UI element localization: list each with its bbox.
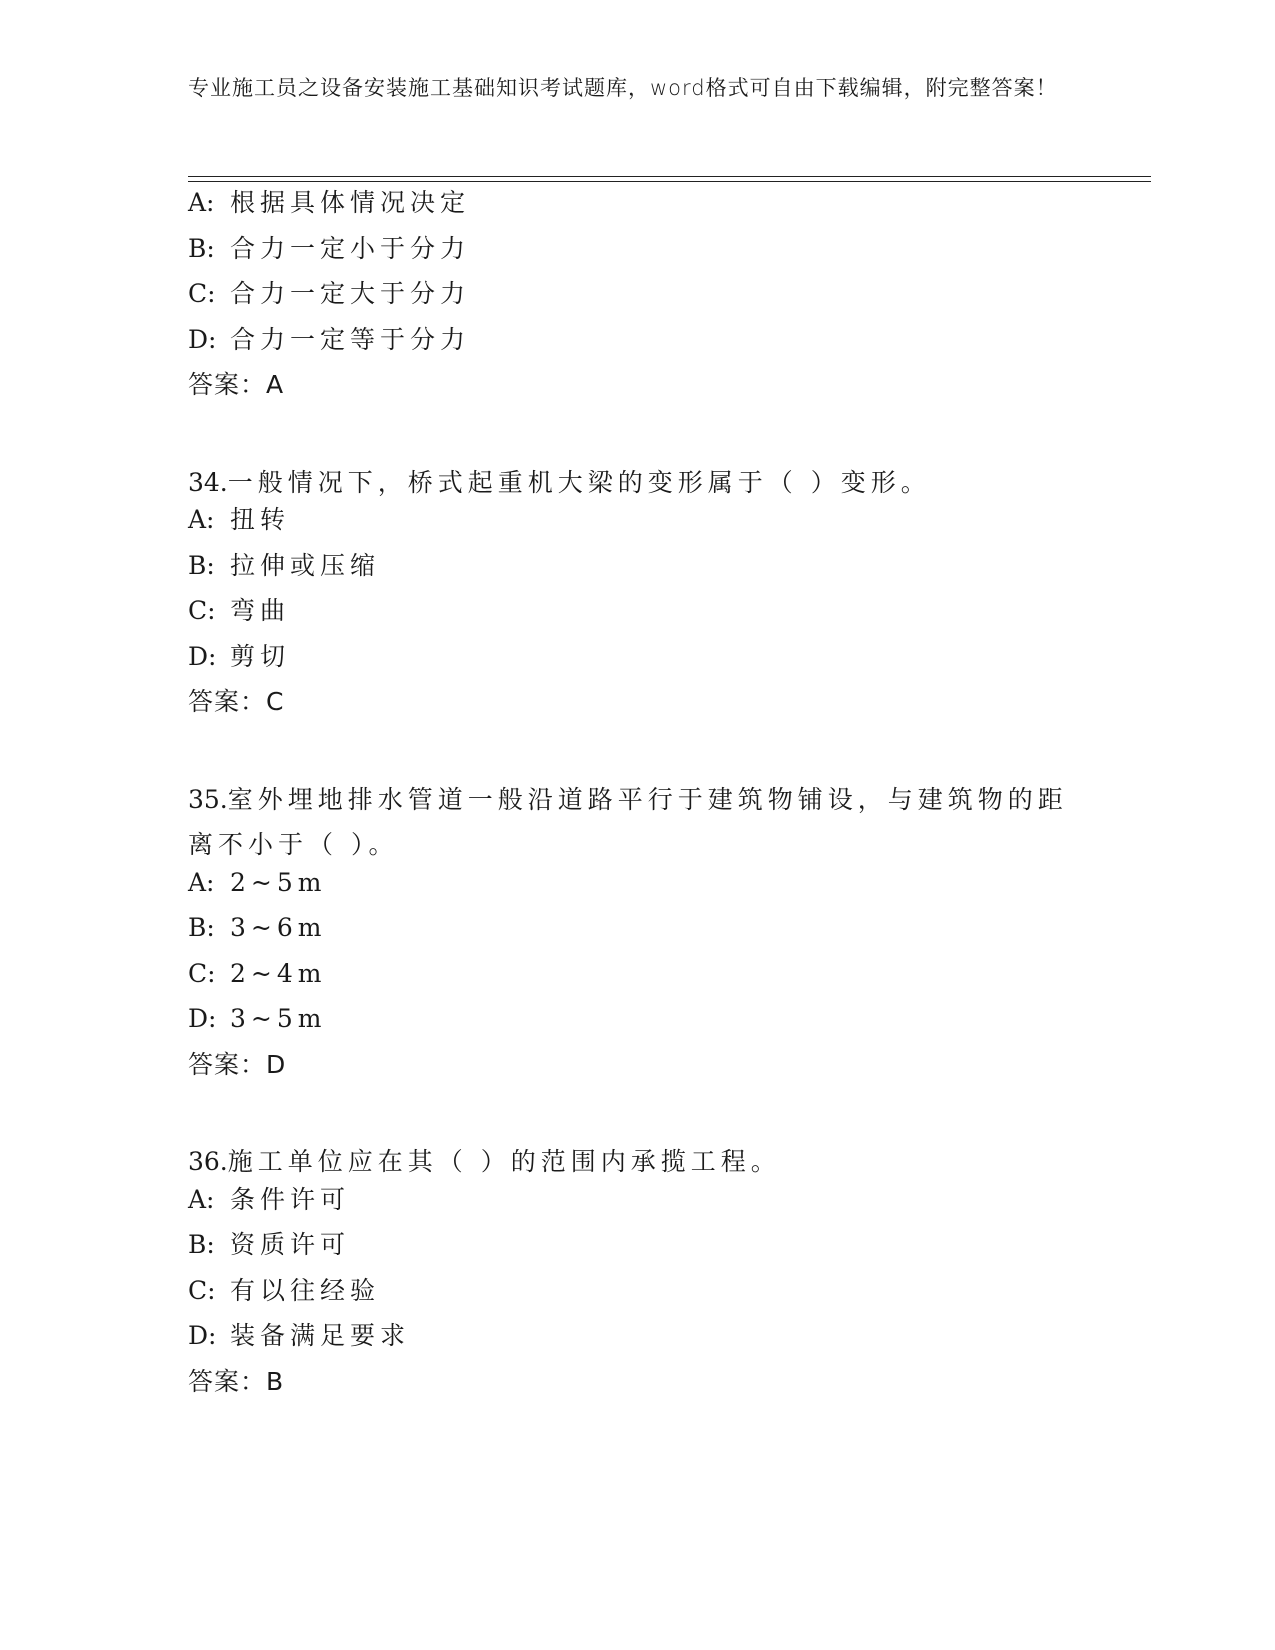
answer-line (188, 1050, 1148, 1096)
question-block-35 (188, 777, 1148, 1096)
option-a (188, 188, 1148, 234)
answer-label: 答案： (188, 1366, 267, 1396)
spacer (188, 416, 1148, 460)
option-letter: C: (188, 1275, 216, 1305)
option-letter: D: (188, 1321, 217, 1350)
answer-label: 答案： (188, 687, 267, 716)
question-stem (188, 1139, 1088, 1185)
option-text: 2~5m (230, 867, 327, 897)
option-text: 3~5m (230, 1004, 327, 1033)
option-letter: A: (188, 1184, 215, 1214)
option-c (188, 596, 1148, 642)
header-rule-bottom (188, 181, 1151, 182)
option-letter: B: (188, 1230, 215, 1259)
question-stem (188, 777, 1088, 868)
spacer (188, 733, 1148, 777)
option-text: 扭转 (230, 505, 291, 534)
option-letter: C: (188, 279, 216, 308)
option-text: 资质许可 (230, 1230, 351, 1259)
page-header: 专业施工员之设备安装施工基础知识考试题库，word格式可自由下载编辑，附完整答案！ (188, 76, 1058, 100)
option-text: 合力一定小于分力 (230, 233, 471, 263)
option-b (188, 234, 1148, 280)
header-rule-top (188, 176, 1151, 177)
option-text: 根据具体情况决定 (230, 188, 471, 217)
option-letter: A: (188, 188, 215, 217)
question-number: 35. (188, 784, 228, 814)
question-block-36 (188, 1139, 1148, 1412)
option-b (188, 551, 1148, 597)
option-text: 2~4m (230, 958, 327, 988)
option-a (188, 505, 1148, 551)
option-letter: D: (188, 324, 217, 354)
answer-value: C (266, 687, 284, 716)
option-text: 剪切 (230, 641, 291, 671)
option-letter: C: (188, 596, 216, 625)
answer-line (188, 687, 1148, 733)
option-letter: D: (188, 1004, 217, 1033)
option-letter: B: (188, 233, 215, 263)
question-stem (188, 460, 1088, 506)
option-text: 拉伸或压缩 (230, 550, 381, 580)
option-letter: A: (188, 867, 215, 897)
answer-label: 答案： (188, 1049, 267, 1079)
option-text: 合力一定大于分力 (230, 279, 471, 308)
option-text: 弯曲 (230, 596, 291, 625)
option-d (188, 1321, 1148, 1367)
question-number: 34. (188, 467, 228, 497)
answer-value: D (266, 1049, 286, 1079)
option-d (188, 325, 1148, 371)
question-block-34 (188, 460, 1148, 733)
answer-value: B (266, 1366, 284, 1396)
question-number: 36. (188, 1147, 228, 1176)
answer-line (188, 370, 1148, 416)
option-c (188, 1276, 1148, 1322)
option-text: 合力一定等于分力 (230, 324, 471, 354)
option-text: 有以往经验 (230, 1275, 381, 1305)
option-c (188, 279, 1148, 325)
spacer (188, 1095, 1148, 1139)
option-d (188, 642, 1148, 688)
option-letter: D: (188, 641, 217, 671)
question-block-continued (188, 188, 1148, 416)
option-a (188, 868, 1148, 914)
option-text: 装备满足要求 (230, 1321, 411, 1350)
option-b (188, 1230, 1148, 1276)
answer-label: 答案： (188, 370, 267, 399)
option-letter: C: (188, 958, 216, 988)
option-a (188, 1185, 1148, 1231)
option-letter: A: (188, 505, 215, 534)
question-text: 一般情况下，桥式起重机大梁的变形属于（ ）变形。 (227, 467, 931, 497)
option-letter: B: (188, 913, 215, 942)
option-text: 3~6m (230, 913, 327, 942)
option-b (188, 913, 1148, 959)
option-c (188, 959, 1148, 1005)
option-text: 条件许可 (230, 1184, 351, 1214)
question-text: 施工单位应在其（ ）的范围内承揽工程。 (227, 1147, 781, 1176)
option-letter: B: (188, 550, 215, 580)
answer-line (188, 1367, 1148, 1413)
question-list (188, 188, 1148, 1412)
option-d (188, 1004, 1148, 1050)
answer-value: A (266, 370, 284, 399)
question-text: 室外埋地排水管道一般沿道路平行于建筑物铺设，与建筑物的距离不小于（ ）。 (188, 784, 1068, 859)
